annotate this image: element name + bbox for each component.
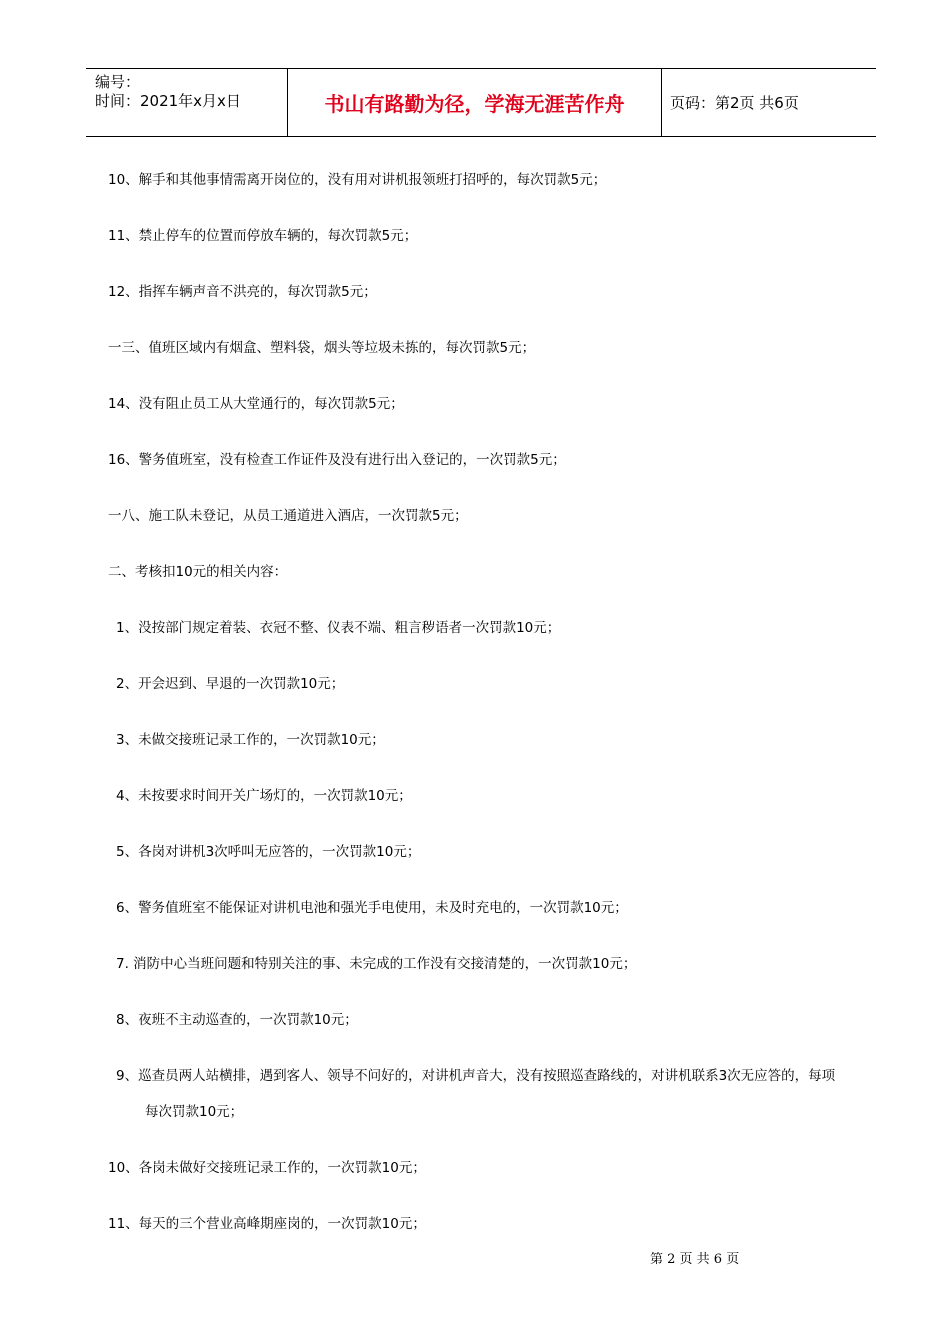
rule-line-continuation: 每次罚款10元； [145, 1104, 244, 1120]
rule-line: 4、未按要求时间开关广场灯的，一次罚款10元； [116, 788, 412, 804]
rule-line: 14、没有阻止员工从大堂通行的，每次罚款5元； [108, 396, 404, 412]
rule-line: 8、夜班不主动巡查的，一次罚款10元； [116, 1012, 358, 1028]
rule-line: 11、每天的三个营业高峰期座岗的，一次罚款10元； [108, 1216, 426, 1232]
rule-line: 11、禁止停车的位置而停放车辆的，每次罚款5元； [108, 228, 418, 244]
rule-line: 1、没按部门规定着装、衣冠不整、仪表不端、粗言秽语者一次罚款10元； [116, 620, 561, 636]
rule-line: 10、解手和其他事情需离开岗位的，没有用对讲机报领班打招呼的，每次罚款5元； [108, 172, 607, 188]
rule-line: 一三、值班区域内有烟盒、塑料袋，烟头等垃圾未拣的，每次罚款5元； [108, 340, 536, 356]
rule-line: 9、巡查员两人站横排，遇到客人、领导不问好的，对讲机声音大，没有按照巡查路线的，对讲机联系3次无应答的，每项 [116, 1068, 836, 1084]
code-label: 编号： [95, 73, 141, 91]
rule-line: 2、开会迟到、早退的一次罚款10元； [116, 676, 345, 692]
header-page-cell [662, 69, 876, 136]
rule-line: 一八、施工队未登记，从员工通道进入酒店，一次罚款5元； [108, 508, 468, 524]
rule-line: 5、各岗对讲机3次呼叫无应答的，一次罚款10元； [116, 844, 421, 860]
page-number-label: 页码：第2页 共6页 [670, 94, 799, 112]
rule-line: 7. 消防中心当班问题和特别关注的事、未完成的工作没有交接清楚的，一次罚款10元； [116, 956, 637, 972]
section-heading: 二、考核扣10元的相关内容： [108, 564, 288, 580]
document-header [86, 68, 876, 137]
rule-line: 12、指挥车辆声音不洪亮的，每次罚款5元； [108, 284, 377, 300]
header-meta-cell [86, 69, 287, 136]
rule-line: 6、警务值班室不能保证对讲机电池和强光手电使用，未及时充电的，一次罚款10元； [116, 900, 628, 916]
rule-line: 10、各岗未做好交接班记录工作的，一次罚款10元； [108, 1160, 426, 1176]
page-footer: 第 2 页 共 6 页 [650, 1252, 740, 1267]
header-motto-cell [287, 69, 662, 136]
rule-line: 16、警务值班室，没有检查工作证件及没有进行出入登记的，一次罚款5元； [108, 452, 566, 468]
time-label: 时间：2021年x月x日 [95, 92, 241, 110]
rule-line: 3、未做交接班记录工作的，一次罚款10元； [116, 732, 385, 748]
motto-text: 书山有路勤为径，学海无涯苦作舟 [324, 92, 625, 116]
